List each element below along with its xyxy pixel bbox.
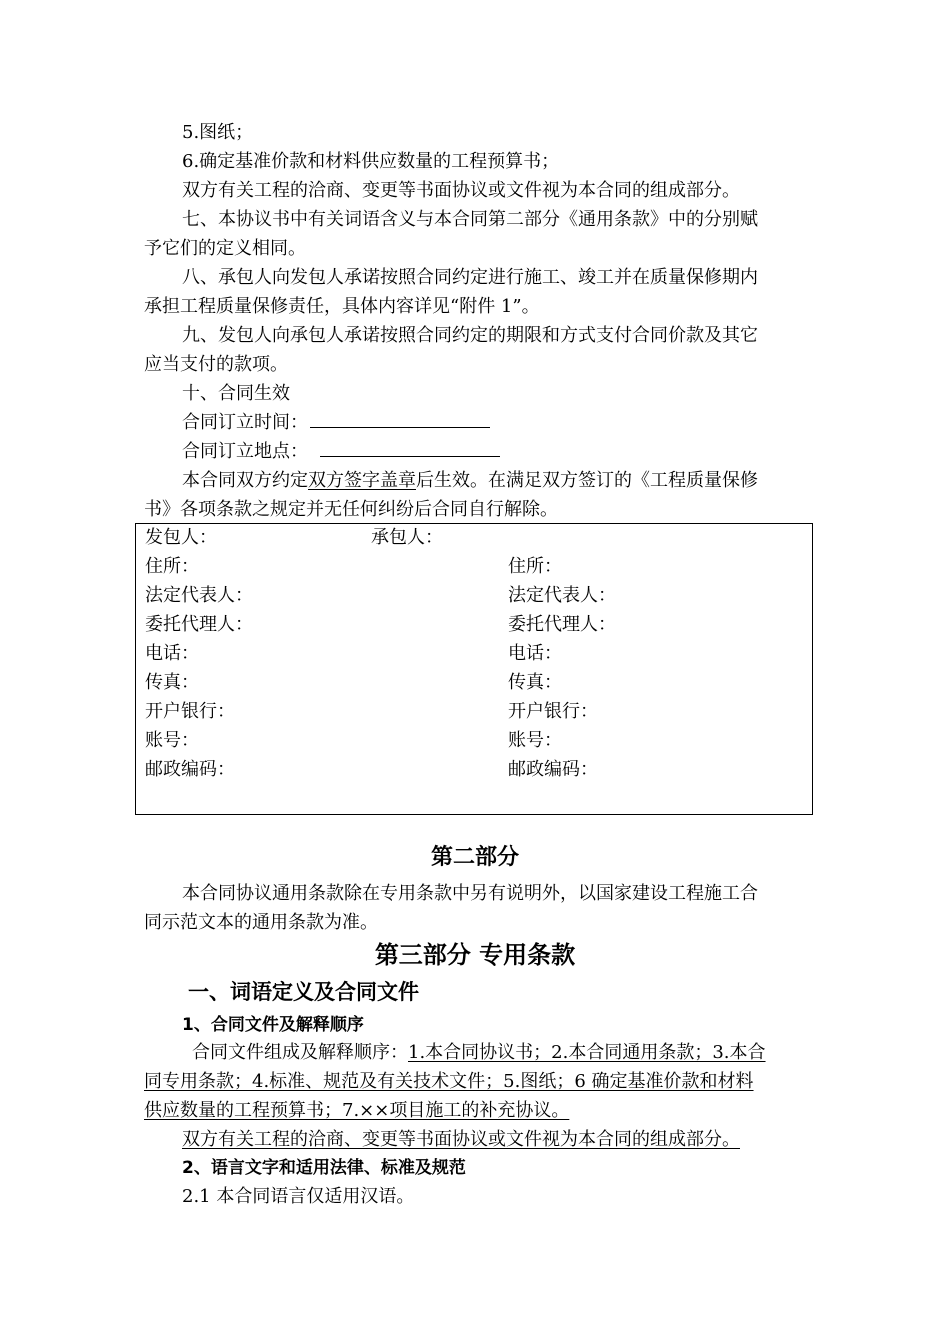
party-a-account: 账号： xyxy=(145,730,199,751)
item-2-1: 2.1 本合同语言仅适用汉语。 xyxy=(182,1186,415,1207)
effect-line-1 xyxy=(182,467,758,495)
clause-10-heading: 十、合同生效 xyxy=(182,383,290,404)
part-3-title: 第三部分 专用条款 xyxy=(374,941,576,969)
party-a-phone: 电话： xyxy=(145,643,199,664)
party-b-bank: 开户银行： xyxy=(508,701,598,722)
signature-box xyxy=(135,523,813,815)
order-line-3: 供应数量的工程预算书；7.××项目施工的补充协议。 xyxy=(144,1100,570,1121)
party-a-label: 发包人： xyxy=(145,527,217,548)
section-1-heading: 一、词语定义及合同文件 xyxy=(188,980,419,1004)
clause-9-line-1: 九、发包人向承包人承诺按照合同约定的期限和方式支付合同价款及其它 xyxy=(182,325,758,346)
part-2-text-line-1: 本合同协议通用条款除在专用条款中另有说明外，以国家建设工程施工合 xyxy=(182,883,758,904)
party-b-legal-rep: 法定代表人： xyxy=(508,585,616,606)
party-a-bank: 开户银行： xyxy=(145,701,235,722)
order-label: 合同文件组成及解释顺序： xyxy=(192,1042,408,1063)
other-docs-paragraph: 双方有关工程的洽商、变更等书面协议或文件视为本合同的组成部分。 xyxy=(182,180,740,201)
part-2-title: 第二部分 xyxy=(430,845,519,870)
clause-8-line-1: 八、承包人向发包人承诺按照合同约定进行施工、竣工并在质量保修期内 xyxy=(182,267,758,288)
party-a-address: 住所： xyxy=(145,556,199,577)
party-a-fax: 传真： xyxy=(145,672,199,693)
party-a-agent: 委托代理人： xyxy=(145,614,253,635)
sign-place-blank[interactable] xyxy=(320,438,500,457)
effect-text-pre: 本合同双方约定 xyxy=(182,470,308,491)
party-b-account: 账号： xyxy=(508,730,562,751)
part-2-text-line-2: 同示范文本的通用条款为准。 xyxy=(144,912,378,933)
party-b-postcode: 邮政编码： xyxy=(508,759,598,780)
party-b-fax: 传真： xyxy=(508,672,562,693)
effect-text-underlined: 双方签字盖章 xyxy=(308,470,416,491)
clause-7-line-2: 予它们的定义相同。 xyxy=(144,238,306,259)
clause-7-line-1: 七、本协议书中有关词语含义与本合同第二部分《通用条款》中的分别赋 xyxy=(182,209,758,230)
party-b-phone: 电话： xyxy=(508,643,562,664)
order-line-1 xyxy=(192,1039,766,1067)
order-line-2: 同专用条款；4.标准、规范及有关技术文件；5.图纸；6 确定基准价款和材料 xyxy=(144,1071,754,1092)
party-b-label: 承包人： xyxy=(371,527,443,548)
sign-time-label: 合同订立时间： xyxy=(182,412,308,433)
sign-place-row xyxy=(182,438,500,466)
sign-time-row xyxy=(182,409,490,437)
effect-text-post: 后生效。在满足双方签订的《工程质量保修 xyxy=(416,470,758,491)
part-3-other-docs: 双方有关工程的洽商、变更等书面协议或文件视为本合同的组成部分。 xyxy=(182,1129,740,1150)
party-a-legal-rep: 法定代表人： xyxy=(145,585,253,606)
item-6: 6.确定基准价款和材料供应数量的工程预算书； xyxy=(182,151,560,172)
party-b-agent: 委托代理人： xyxy=(508,614,616,635)
effect-line-2: 书》各项条款之规定并无任何纠纷后合同自行解除。 xyxy=(144,499,558,520)
subsection-2-heading: 2、语言文字和适用法律、标准及规范 xyxy=(182,1158,466,1178)
item-5: 5.图纸； xyxy=(182,122,254,143)
party-b-address: 住所： xyxy=(508,556,562,577)
order-text-1: 1.本合同协议书；2.本合同通用条款；3.本合 xyxy=(408,1042,766,1063)
party-a-postcode: 邮政编码： xyxy=(145,759,235,780)
sign-time-blank[interactable] xyxy=(310,409,490,428)
sign-place-label: 合同订立地点： xyxy=(182,441,308,462)
subsection-1-heading: 1、合同文件及解释顺序 xyxy=(182,1015,364,1035)
clause-8-line-2: 承担工程质量保修责任，具体内容详见“附件 1”。 xyxy=(144,296,540,317)
clause-9-line-2: 应当支付的款项。 xyxy=(144,354,288,375)
